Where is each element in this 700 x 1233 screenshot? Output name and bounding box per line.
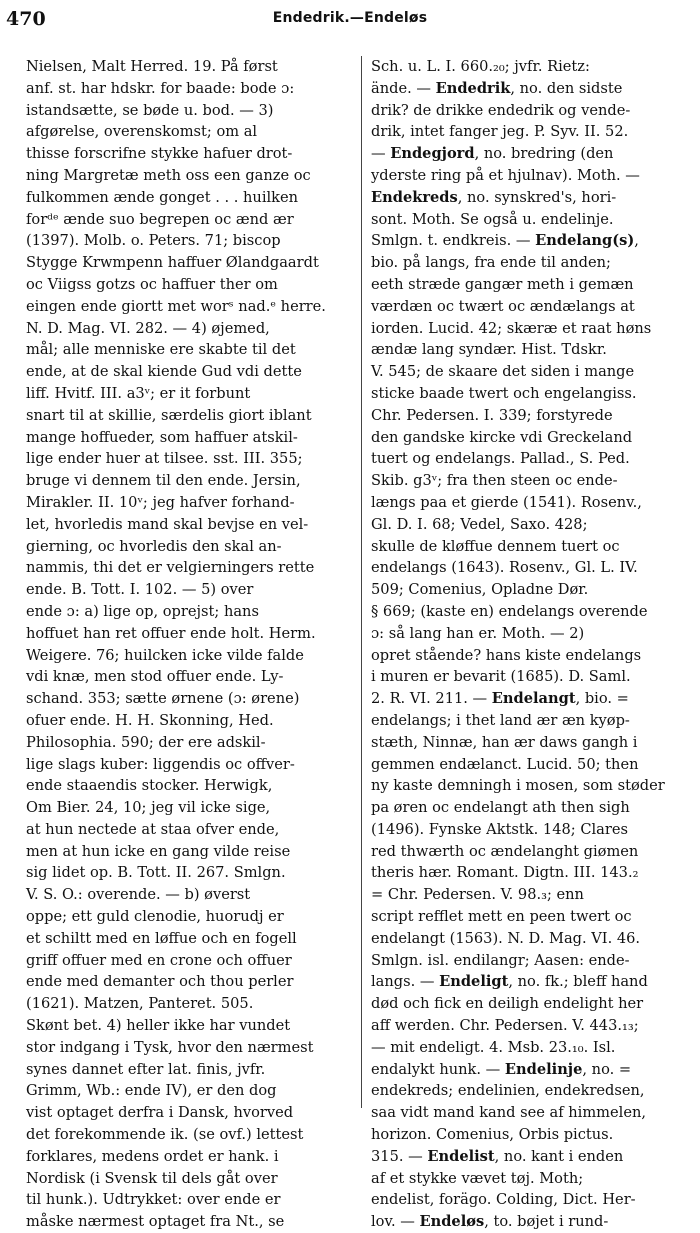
headword: Endeligt <box>439 973 509 991</box>
text-line: mål; alle menniske ere skabte til det <box>26 341 296 359</box>
text-line: istandsætte, se bøde u. bod. — 3) <box>26 101 274 119</box>
text-line: Skib. g3ᵛ; fra then steen oc ende- <box>371 472 618 490</box>
text-line: (1621). Matzen, Panteret. 505. <box>26 995 254 1013</box>
text-line: Grimm, Wb.: ende IV), er den dog <box>26 1082 277 1100</box>
text-line: iorden. Lucid. 42; skæræ et raat høns <box>371 319 652 337</box>
text-line: vist optaget derfra i Dansk, hvorved <box>26 1104 294 1122</box>
page-header <box>0 6 700 32</box>
text-line: oppe; ett guld clenodie, huorudj er <box>26 908 284 926</box>
text-line: Philosophia. 590; der ere adskil- <box>26 733 266 751</box>
text-line: et schiltt med en løffue och en fogell <box>26 929 297 947</box>
text-line: skulle de kløffue dennem tuert oc <box>371 537 620 555</box>
text-line: i muren er bevarit (1685). D. Saml. <box>371 668 631 686</box>
text-line: Om Bier. 24, 10; jeg vil icke sige, <box>26 799 271 817</box>
text-line: Nielsen, Malt Herred. 19. På først <box>26 58 278 75</box>
text-line: død och fick en deiligh endelight her <box>371 995 644 1013</box>
text-line: saa vidt mand kand see af himmelen, <box>371 1104 646 1122</box>
text-line: tuert og endelangs. Pallad., S. Ped. <box>371 450 630 468</box>
running-title: Endedrik.—Endeløs <box>272 10 428 26</box>
text-line: Nordisk (i Svensk til dels gåt over <box>26 1169 278 1187</box>
text-line: — mit endeligt. 4. Msb. 23.₁₀. Isl. <box>371 1038 616 1056</box>
text-line: (1397). Molb. o. Peters. 71; biscop <box>26 232 281 250</box>
text-line: endekreds; endelinien, endekredsen, <box>371 1082 645 1100</box>
text-line: bruge vi dennem til den ende. Jersin, <box>26 472 301 490</box>
text-line: ände. — Endedrik, no. den sidste <box>371 79 623 97</box>
text-line: 509; Comenius, Opladne Dør. <box>371 581 589 599</box>
text-line: forklares, medens ordet er hank. i <box>26 1147 279 1165</box>
column-divider <box>361 56 362 1108</box>
text-line: endelist, forägo. Colding, Dict. Her- <box>371 1191 636 1209</box>
text-line: endelangs; i thet land ær æn kyøp- <box>371 711 630 729</box>
text-line: Chr. Pedersen. I. 339; forstyrede <box>371 406 613 424</box>
text-line: eingen ende giortt met worˢ nad.ᵉ herre. <box>26 297 326 315</box>
text-line: Gl. D. I. 68; Vedel, Saxo. 428; <box>371 515 588 533</box>
text-line: ende med demanter och thou perler <box>26 973 294 991</box>
text-line: sticke baade twert och engelangiss. <box>371 384 637 402</box>
text-line: men at hun icke en gang vilde reise <box>26 842 291 860</box>
text-line: let, hvorledis mand skal bevjse en vel- <box>26 515 309 533</box>
text-line: ofuer ende. H. H. Skonning, Hed. <box>26 711 274 729</box>
headword: Endelang(s) <box>535 232 635 250</box>
text-line: det forekommende ik. (se ovf.) lettest <box>26 1126 304 1144</box>
text-line: V. S. O.: overende. — b) øverst <box>26 886 251 904</box>
headword: Endelinje <box>504 1060 583 1078</box>
text-line: vdi knæ, men stod offuer ende. Ly- <box>26 668 284 686</box>
text-line: lov. — Endeløs, to. bøjet i rund- <box>371 1213 609 1231</box>
text-line: nammis, thi det er velgierningers rette <box>26 559 315 577</box>
text-line: pa øren oc endelangt ath then sigh <box>371 799 630 817</box>
text-line: Endekreds, no. synskred's, hori- <box>371 188 617 206</box>
text-line: ning Margretæ meth oss een ganze oc <box>26 166 311 184</box>
text-line: stæth, Ninnæ, han ær daws gangh i <box>371 733 638 751</box>
headword: Endelist <box>427 1147 495 1165</box>
text-line: Smlgn. isl. endilangr; Aasen: ende- <box>371 951 630 969</box>
left-column <box>26 56 352 1231</box>
text-line: liff. Hvitf. III. a3ᵛ; er it forbunt <box>26 384 251 402</box>
headword: Endekreds <box>371 188 458 206</box>
text-line: yderste ring på et hjulnav). Moth. — <box>371 166 640 184</box>
text-line: V. 545; de skaare det siden i mange <box>371 363 635 381</box>
text-line: værdæn oc twært oc ændælangs at <box>371 297 635 315</box>
headword: Endedrik <box>435 79 511 97</box>
text-line: ende ɔ: a) lige op, oprejst; hans <box>26 602 259 620</box>
text-line: langs. — Endeligt, no. fk.; bleff hand <box>371 973 648 991</box>
text-line: schand. 353; sætte ørnene (ɔ: ørene) <box>26 690 300 708</box>
text-line: ɔ: så lang han er. Moth. — 2) <box>371 624 585 642</box>
text-line: forᵈᵉ ænde suo begrepen oc ænd ær <box>26 210 294 228</box>
text-line: ende, at de skal kiende Gud vdi dette <box>26 363 302 381</box>
text-line: endelangs (1643). Rosenv., Gl. L. IV. <box>371 559 638 577</box>
text-line: Weigere. 76; huilcken icke vilde falde <box>26 646 304 664</box>
text-line: § 669; (kaste en) endelangs overende <box>371 602 648 620</box>
text-line: 2. R. VI. 211. — Endelangt, bio. = <box>371 690 629 708</box>
text-line: snart til at skillie, særdelis giort iblant <box>26 406 312 424</box>
text-line: horizon. Comenius, Orbis pictus. <box>371 1126 614 1144</box>
text-line: 315. — Endelist, no. kant i enden <box>371 1147 624 1165</box>
text-line: at hun nectede at staa ofver ende, <box>26 820 280 838</box>
text-line: afgørelse, overenskomst; om al <box>26 123 258 141</box>
text-line: ændæ lang syndær. Hist. Tdskr. <box>371 341 607 359</box>
text-line: drik, intet fanger jeg. P. Syv. II. 52. <box>371 123 629 141</box>
text-line: endalykt hunk. — Endelinje, no. = <box>371 1060 632 1078</box>
text-line: eeth stræde gangær meth i gemæn <box>371 275 634 293</box>
text-line: opret stående? hans kiste endelangs <box>371 646 642 664</box>
text-line: måske nærmest optaget fra Nt., se <box>26 1213 285 1231</box>
text-line: lige ender huer at tilsee. sst. III. 355; <box>26 450 303 468</box>
text-line: theris hær. Romant. Digtn. III. 143.₂ <box>371 864 639 882</box>
text-line: ny kaste demningh i mosen, som støder <box>371 777 665 795</box>
text-line: = Chr. Pedersen. V. 98.₃; enn <box>371 886 584 904</box>
headword: Endelangt <box>491 690 576 708</box>
text-line: Sch. u. L. I. 660.₂₀; jvfr. Rietz: <box>371 58 590 75</box>
text-line: fulkommen ænde gonget . . . huilken <box>26 188 299 206</box>
text-line: Smlgn. t. endkreis. — Endelang(s), <box>371 232 639 250</box>
text-line: anf. st. har hdskr. for baade: bode ɔ: <box>26 79 295 97</box>
text-line: den gandske kircke vdi Greckeland <box>371 428 633 446</box>
text-line: gemmen endælanct. Lucid. 50; then <box>371 755 639 773</box>
headword: Endeløs <box>419 1213 485 1231</box>
text-line: oc Viigss gotzs oc haffuer ther om <box>26 275 278 293</box>
text-line: Mirakler. II. 10ᵛ; jeg hafver forhand- <box>26 493 295 511</box>
text-line: hoffuet han ret offuer ende holt. Herm. <box>26 624 316 642</box>
text-line: aff werden. Chr. Pedersen. V. 443.₁₃; <box>371 1017 639 1035</box>
text-line: synes dannet efter lat. finis, jvfr. <box>26 1060 266 1078</box>
text-line: endelangt (1563). N. D. Mag. VI. 46. <box>371 929 641 947</box>
page-number: 470 <box>6 8 46 30</box>
text-line: thisse forscrifne stykke hafuer drot- <box>26 145 293 163</box>
text-line: sig lidet op. B. Tott. II. 267. Smlgn. <box>26 864 286 882</box>
text-line: til hunk.). Udtrykket: over ende er <box>26 1191 281 1209</box>
text-line: ende staaendis stocker. Herwigk, <box>26 777 273 795</box>
text-line: sont. Moth. Se også u. endelinje. <box>371 210 614 228</box>
text-line: bio. på langs, fra ende til anden; <box>371 254 611 272</box>
text-line: Skønt bet. 4) heller ikke har vundet <box>26 1017 291 1035</box>
text-line: (1496). Fynske Aktstk. 148; Clares <box>371 820 628 838</box>
text-line: red thwærth oc ændelanght giømen <box>371 842 639 860</box>
text-line: stor indgang i Tysk, hvor den nærmest <box>26 1038 314 1056</box>
right-column <box>371 56 689 1231</box>
text-line: Stygge Krwmpenn haffuer Ølandgaardt <box>26 254 319 272</box>
text-line: ende. B. Tott. I. 102. — 5) over <box>26 581 254 599</box>
text-line: — Endegjord, no. bredring (den <box>371 145 614 163</box>
headword: Endegjord <box>390 145 475 163</box>
text-line: griff offuer med en crone och offuer <box>26 951 292 969</box>
text-line: script refflet mett en peen twert oc <box>371 908 632 926</box>
text-line: drik? de drikke endedrik og vende- <box>371 101 631 119</box>
text-line: N. D. Mag. VI. 282. — 4) øjemed, <box>26 319 270 337</box>
text-line: lige slags kuber: liggendis oc offver- <box>26 755 295 773</box>
text-line: gierning, oc hvorledis den skal an- <box>26 537 282 555</box>
text-line: længs paa et gierde (1541). Rosenv., <box>371 493 642 511</box>
text-line: af et stykke vævet tøj. Moth; <box>371 1169 584 1187</box>
text-line: mange hoffueder, som haffuer atskil- <box>26 428 298 446</box>
